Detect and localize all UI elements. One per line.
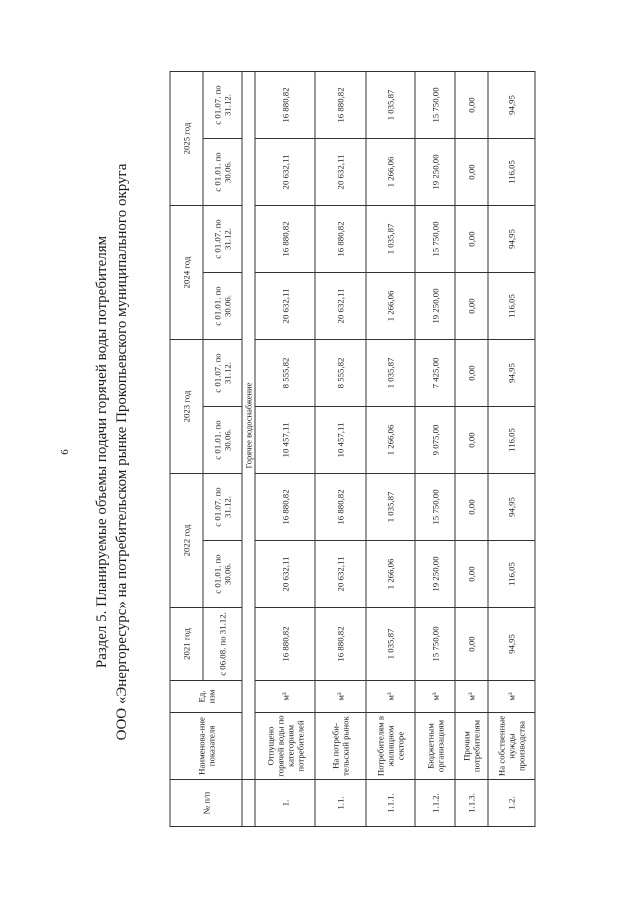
header-period: с 01.01. по 30.06. <box>203 541 242 608</box>
row-value: 0,00 <box>455 474 488 541</box>
section-row <box>242 72 255 827</box>
row-value: 16 880,82 <box>315 206 366 273</box>
row-value: 1 035,87 <box>366 206 415 273</box>
row-value: 0,00 <box>455 72 488 139</box>
row-value: 16 880,82 <box>255 72 315 139</box>
header-period: с 01.07. по 31.12. <box>203 474 242 541</box>
row-value: 1 035,87 <box>366 608 415 681</box>
table-row <box>415 72 455 827</box>
row-value: 20 632,11 <box>255 139 315 206</box>
rotated-table-wrapper <box>170 77 527 827</box>
row-value: 16 880,82 <box>315 72 366 139</box>
row-name: Прочим потребителям <box>455 713 488 780</box>
header-period: с 01.07. по 31.12. <box>203 206 242 273</box>
row-value: 0,00 <box>455 340 488 407</box>
row-value: 0,00 <box>455 608 488 681</box>
header-period: с 01.01. по 30.06. <box>203 407 242 474</box>
row-value: 15 750,00 <box>415 72 455 139</box>
row-value: 16 880,82 <box>255 206 315 273</box>
header-unit: Ед. изм <box>170 681 242 713</box>
row-value: 9 075,00 <box>415 407 455 474</box>
row-value: 1 266,06 <box>366 273 415 340</box>
header-name: Наименова-ние показателя <box>170 713 242 780</box>
section-label: Горячее водоснабжение <box>242 72 255 780</box>
row-unit: м³ <box>455 681 488 713</box>
document-title <box>92 72 132 832</box>
row-unit: м³ <box>415 681 455 713</box>
row-value: 0,00 <box>455 206 488 273</box>
header-num: № п/п <box>170 780 242 827</box>
row-value: 1 035,87 <box>366 72 415 139</box>
row-value: 19 250,00 <box>415 273 455 340</box>
row-value: 116,05 <box>488 139 535 206</box>
header-period-2021: с 06.08. по 31.12. <box>203 608 242 681</box>
table-row <box>366 72 415 827</box>
row-value: 20 632,11 <box>255 273 315 340</box>
title-line-1: Раздел 5. Планируемые объемы подачи горячей воды потребителям <box>94 235 110 669</box>
row-name: Потребителям в жилищном секторе <box>366 713 415 780</box>
row-value: 0,00 <box>455 139 488 206</box>
row-value: 15 750,00 <box>415 206 455 273</box>
header-period: с 01.07. по 31.12. <box>203 340 242 407</box>
row-value: 15 750,00 <box>415 608 455 681</box>
row-unit: м³ <box>255 681 315 713</box>
row-value: 94,95 <box>488 608 535 681</box>
row-num: 1.2. <box>488 780 535 827</box>
row-num: 1. <box>255 780 315 827</box>
table-row <box>488 72 535 827</box>
header-year-2021: 2021 год <box>170 608 203 681</box>
row-value: 16 880,82 <box>255 474 315 541</box>
row-value: 116,05 <box>488 407 535 474</box>
row-name: На потреби-тельский рынок <box>315 713 366 780</box>
row-value: 20 632,11 <box>315 139 366 206</box>
row-value: 94,95 <box>488 206 535 273</box>
row-value: 20 632,11 <box>255 541 315 608</box>
section-spacer <box>242 780 255 827</box>
header-period: с 01.01. по 30.06. <box>203 273 242 340</box>
row-unit: м³ <box>366 681 415 713</box>
title-line-2: ООО «Энергоресурс» на потребительском рынке Прокопьевского муниципального округа <box>114 163 130 741</box>
row-num: 1.1.2. <box>415 780 455 827</box>
row-value: 1 035,87 <box>366 474 415 541</box>
row-value: 116,05 <box>488 541 535 608</box>
row-value: 16 880,82 <box>255 608 315 681</box>
row-value: 8 555,82 <box>315 340 366 407</box>
row-value: 94,95 <box>488 72 535 139</box>
row-value: 1 035,87 <box>366 340 415 407</box>
header-period: с 01.01. по 30.06. <box>203 139 242 206</box>
row-value: 15 750,00 <box>415 474 455 541</box>
header-year-2022: 2022 год <box>170 474 203 608</box>
row-value: 0,00 <box>455 273 488 340</box>
row-value: 1 266,06 <box>366 407 415 474</box>
header-year-2025: 2025 год <box>170 72 203 206</box>
table-row <box>315 72 366 827</box>
volumes-table <box>170 71 536 827</box>
row-value: 19 250,00 <box>415 139 455 206</box>
header-row-years <box>170 72 203 827</box>
row-value: 19 250,00 <box>415 541 455 608</box>
row-num: 1.1.1. <box>366 780 415 827</box>
table-row <box>255 72 315 827</box>
row-name: Бюджетным организациям <box>415 713 455 780</box>
row-value: 20 632,11 <box>315 273 366 340</box>
row-value: 1 266,06 <box>366 541 415 608</box>
row-value: 116,05 <box>488 273 535 340</box>
row-num: 1.1.3. <box>455 780 488 827</box>
row-value: 1 266,06 <box>366 139 415 206</box>
row-value: 8 555,82 <box>255 340 315 407</box>
row-value: 10 457,11 <box>255 407 315 474</box>
header-year-2024: 2024 год <box>170 206 203 340</box>
table-row <box>455 72 488 827</box>
row-value: 16 880,82 <box>315 608 366 681</box>
row-value: 16 880,82 <box>315 474 366 541</box>
row-num: 1.1. <box>315 780 366 827</box>
row-value: 0,00 <box>455 541 488 608</box>
header-period: с 01.07. по 31.12. <box>203 72 242 139</box>
row-value: 0,00 <box>455 407 488 474</box>
header-year-2023: 2023 год <box>170 340 203 474</box>
row-value: 7 425,00 <box>415 340 455 407</box>
row-value: 94,95 <box>488 340 535 407</box>
row-unit: м³ <box>315 681 366 713</box>
row-name: Отпущено горячей воды по категориям потребителей <box>255 713 315 780</box>
row-unit: м³ <box>488 681 535 713</box>
row-value: 94,95 <box>488 474 535 541</box>
row-name: На собственные нужды производства <box>488 713 535 780</box>
row-value: 10 457,11 <box>315 407 366 474</box>
page-number: 6 <box>59 449 71 455</box>
row-value: 20 632,11 <box>315 541 366 608</box>
